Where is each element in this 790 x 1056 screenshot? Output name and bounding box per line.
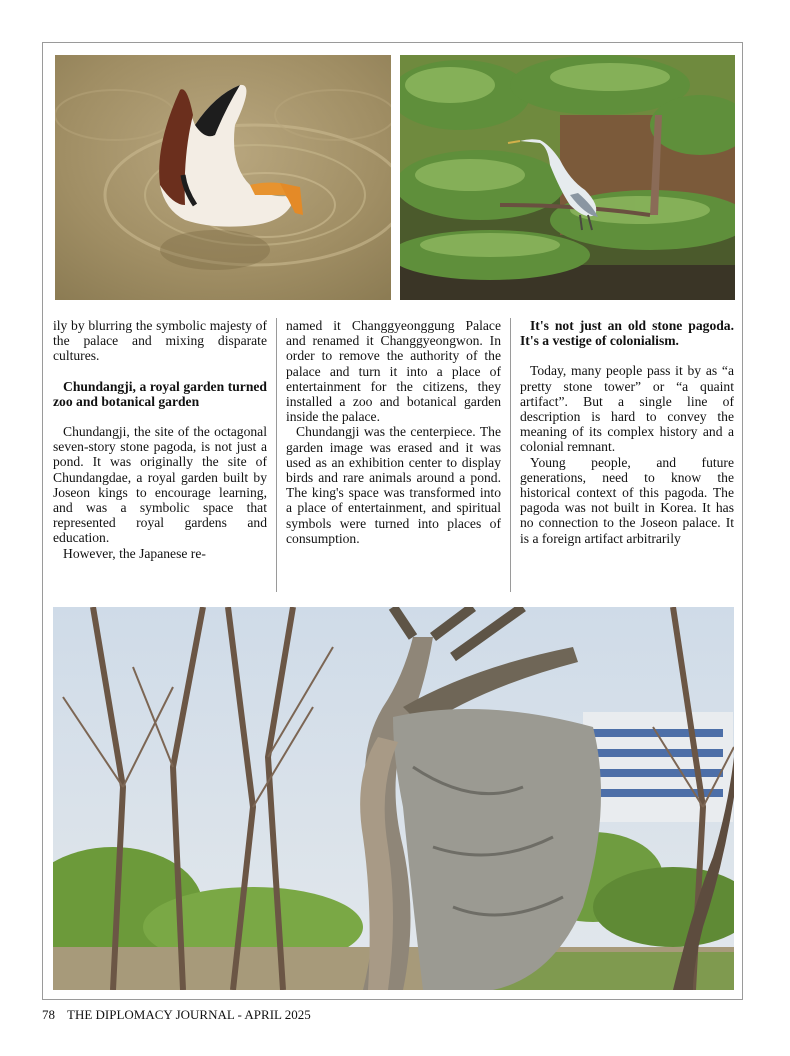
col2-paragraph: named it Changgyeonggung Palace and renamed it Changgyeongwon. In order to remove the authority of the palace and turn it into a place of entertainment for the citizens, they installed a zoo and botanical garden inside the palace. xyxy=(286,318,501,425)
section-heading-chundangji: Chundangji, a royal garden turned zoo and botanical garden xyxy=(53,378,267,409)
page-footer xyxy=(42,1007,311,1023)
garden-tree-photo xyxy=(53,607,734,990)
col1-paragraph: Chundangji, the site of the octagonal seven-story stone pagoda, is not just a pond. It was originally the site of Chundangdae, a royal garden built by Joseon kings to encourage learning, and was a symbolic space that represented royal gardens and education. xyxy=(53,424,267,546)
publication-name: THE DIPLOMACY JOURNAL - APRIL 2025 xyxy=(67,1007,311,1022)
column-divider xyxy=(276,318,277,592)
article-column-2 xyxy=(286,318,501,594)
col3-paragraph: Today, many people pass it by as “a pretty stone tower” or “a quaint artifact”. But a single line of description is hard to convey the meaning of its complex history and a colonial remnant. xyxy=(520,363,734,455)
col2-paragraph: Chundangji was the centerpiece. The garden image was erased and it was used as an exhibition center to display birds and rare animals around a pond. The king's space was transformed into a place of entertainment, and spiritual symbols were turned into places of consumption. xyxy=(286,424,501,546)
article-column-1 xyxy=(53,318,267,594)
col1-paragraph: However, the Japanese re- xyxy=(63,545,206,561)
duck-photo xyxy=(55,55,391,300)
col1-paragraph: ily by blurring the symbolic majesty of the palace and mixing disparate cultures. xyxy=(53,318,267,364)
col3-paragraph: Young people, and future generations, need to know the historical context of this pagoda. The pagoda was not built in Korea. It has no connection to the Joseon palace. It is a foreign artifact arbitrarily xyxy=(520,454,734,546)
article-column-3 xyxy=(520,318,734,594)
column-divider xyxy=(510,318,511,592)
section-heading-vestige: It's not just an old stone pagoda. It's a vestige of colonialism. xyxy=(520,318,734,349)
page-number: 78 xyxy=(42,1007,55,1022)
heron-photo xyxy=(400,55,735,300)
